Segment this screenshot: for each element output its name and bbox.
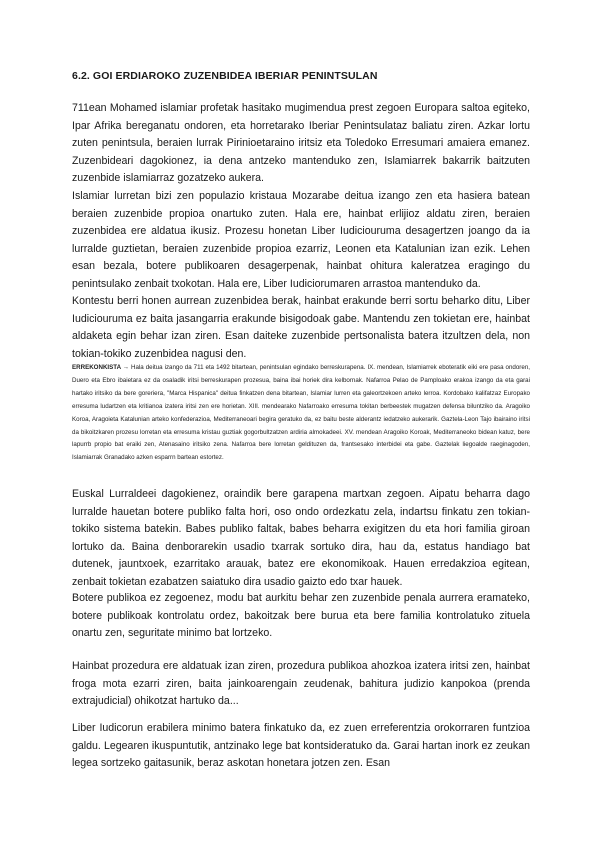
paragraph-7: Liber Iudicorun erabilera minimo batera finkatuko da, ez zuen erreferentzia orokorraren funtzioa galdu. Legearen ikuspuntutik, antzinako lege bat kontsideratuko da. Garai hartan inork ez zeukan legea sortzeko gaitasunik, beraz askotan honetara jotzen zen. Esan — [72, 722, 530, 770]
paragraph-5: Botere publikoa ez zegoenez, modu bat aurkitu behar zen zuzenbide penala aurrera eramateko, botere publikoak kontrolatu ordez, bakoitzak bere burua eta bere familia kontrolatuko zituela onartu zen, seguritate minimo bat lortzeko. — [72, 592, 530, 640]
paragraph-6: Hainbat prozedura ere aldatuak izan ziren, prozedura publikoa ahozkoa izatera iritsi zen, hainbat froga mota ezarri ziren, baita jainkoarengain zeudenak, bahitura judizio kanpokoa (prenda extrajudicial) ohikotzat hartuko da... — [72, 660, 530, 708]
footnote-text: Hala deitua izango da 711 eta 1492 bitartean, penintsulan egindako berreskurapena. IX. mendean, Islamiarrek eboteratik eiki ere pasa ondoren, Duero eta Ebro ibaietara ez da osaladik iritsi berreskurapen prozesua, baina ibai horiek dira kelbornak. Nafarroa Pelao de Pamploako erakoa izango da eta garai hartako iritsiko da bere goreriera, "Marca Hispanica" deitua finkatzen dena bitartean, Islamiar lurren eta galeortzekoen arteko lerroa. Kordobako kalifatzaz Europako erresuma ludartzen eta kritianoa izatera iritsi zen ere horietan. XIII. mendearako Nafarroako erresuma tokitan berbeestek mugatzen defensa biluntziko da. Aragoiko Koroa, Aragoieta Katalunian arteko konfederazioa, Mediterraneoari begira geratuko da, ez baitu beste alderantz iedatzeko aukerarik. Gaztela-Leon Tajo ibairaino iritsi da bikoitzkaren prozesu lorretan eta erresuma kristau guztiak gogorbultzatzen ardiria almokadeei. XV. mendean Aragoiko Koroak, Mediterraneoko bidean katuz, bere lapurrb propio bat eraiki zen, Atenasaino iritsiko zena. Nafarroa bere lorretan geldituzen da, frantsesako interbidei eta gabe. Gaztelak liegoalde raeginagoden, Islamiarrak Granadako azken esparrn bartean estortez. — [72, 364, 530, 462]
paragraph-3: Kontestu berri honen aurrean zuzenbidea berak, hainbat erakunde berri sortu beharko ditu, Liber Iudiciouruma ez baita jasangarria erakunde bisigodoak gabe. Mantendu zen tokietan ere, hainbat aldaketa egin behar izan ziren. Esan daiteke zuzenbide pertsonalista batera itzultzen dela, non tokian-tokiko zuzenbidea nagusi den. — [72, 295, 530, 360]
section-heading: 6.2. GOI ERDIAROKO ZUZENBIDEA IBERIAR PENINTSULAN — [72, 70, 378, 82]
paragraph-4: Euskal Lurraldeei dagokienez, oraindik bere garapena martxan zegoen. Aipatu beharra dago lurralde hauetan botere publiko falta hori, oso ondo ordezkatu zela, indartsu finkatu zen tokian-tokiko sistema batekin. Babes publiko faltak, babes beharra exigitzen du eta hori familia giroan lortuko da. Baina denborarekin usadio txarrak sortuko dira, hau da, estatus handiago bat dutenek, jauntxoek, ezarritako arauak, batez ere ekonomikoak. Hauen erredakzioa egitean, zenbait tokietan ezabatzen saiatuko dira usadio gaizto edo txar hauek. — [72, 488, 530, 588]
footnote-lead: ERREKONKISTA → — [72, 364, 129, 371]
paragraph-2: Islamiar lurretan bizi zen populazio kristaua Mozarabe deitua izango zen eta hasiera batean beraien zuzenbide propioa onartuko zuten. Hala ere, hainbat erlijioz aldatu ziren, beraien zuzenbidea ere aldatua ikusiz. Prozesu honetan Liber Iudiciouruma desagertzen joango da ia lurralde guztietan, beraien zuzenbide propioa ezarriz, Leonen eta Katalunian izan ezik. Lehen esan bezala, botere publikoaren desagerpenak, hainbat ohitura kaleratzea eragingo du penintsulako zenbait txokotan. Hala ere, Liber Iudiciorumaren arrastoa mantenduko da. — [72, 190, 530, 290]
footnote-errekonkista — [72, 362, 530, 465]
paragraph-1: 711ean Mohamed islamiar profetak hasitako mugimendua prest zegoen Europara saltoa egiteko, Ipar Afrika bereganatu ondoren, eta horretarako Iberiar Penintsulataz baliatu ziren. Azkar lortu zuten penintsula, beraien lurrak Pirinioetaraino iritsiz eta Toledoko Erresumari amaiera emanez. Zuzenbideari dagokionez, ia dena antzeko mantenduko zen, Islamiarrek bakarrik baitzuten zuzenbide islamiarraz gozatzeko aukera. — [72, 102, 530, 185]
